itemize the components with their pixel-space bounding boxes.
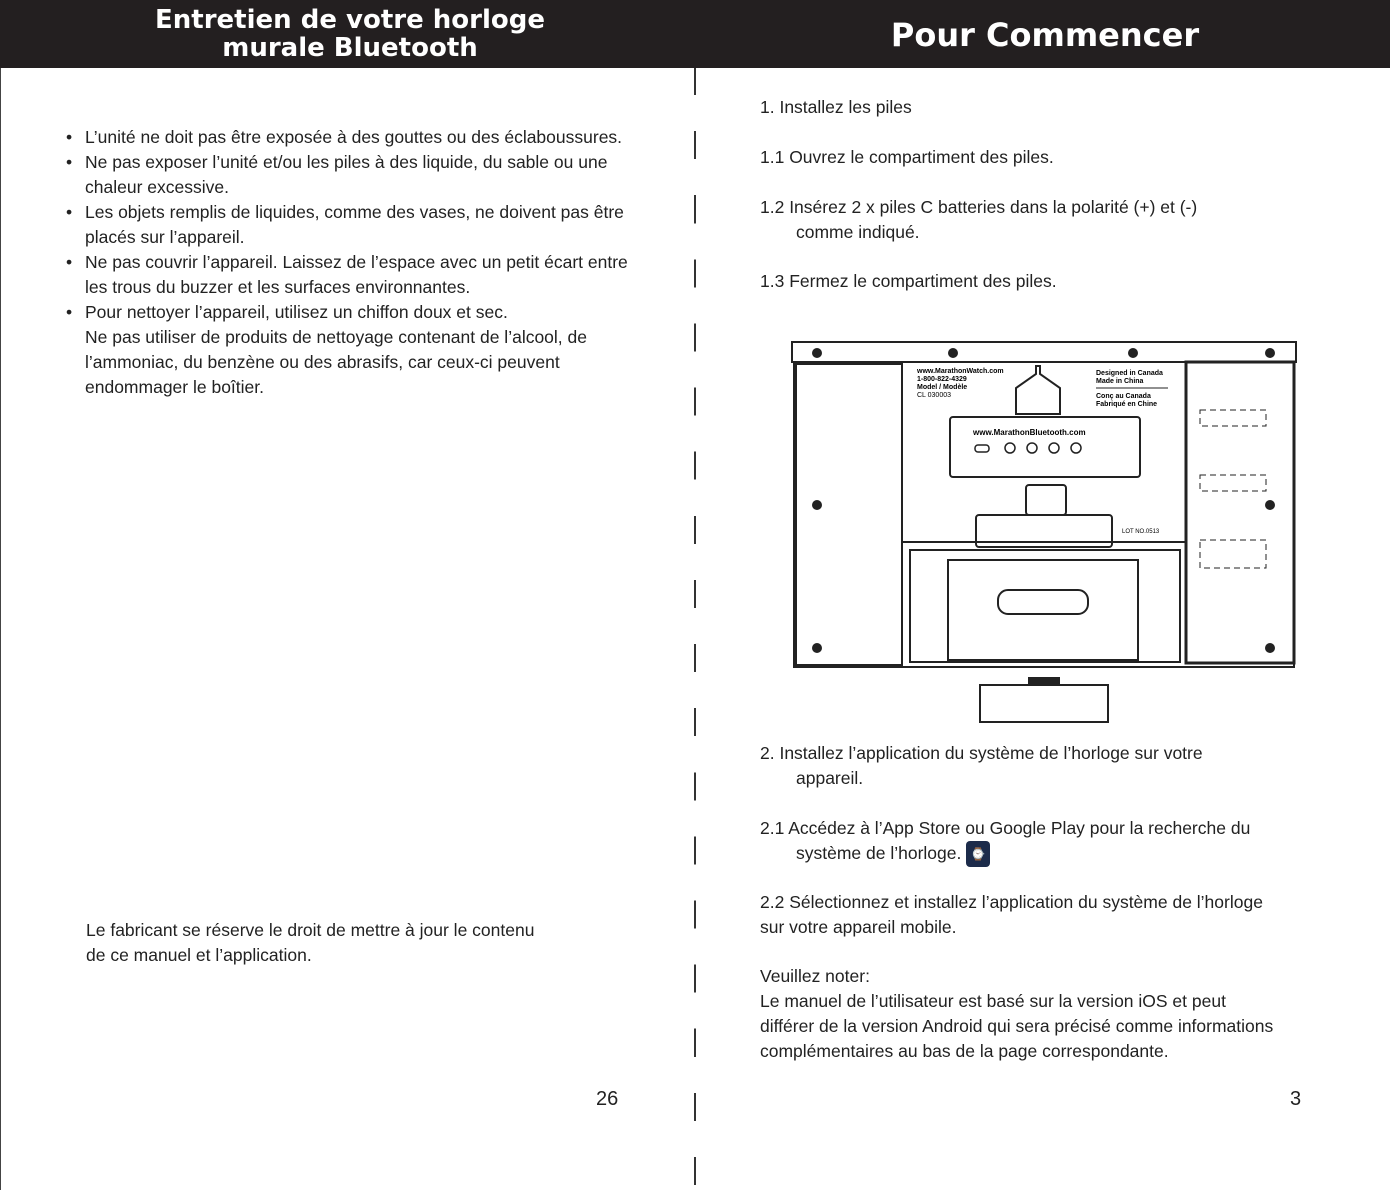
diagram-model: Model / Modèle	[917, 384, 968, 391]
page-edge	[0, 68, 1, 1190]
disclaimer: Le fabricant se réserve le droit de mettre à jour le contenu de ce manuel et l’application.	[86, 920, 535, 965]
right-page-title: Pour Commencer	[890, 16, 1200, 54]
diagram-concu: Conç au Canada	[1096, 393, 1151, 400]
step-1-1: 1.1 Ouvrez le compartiment des piles.	[760, 147, 1054, 167]
step-2: 2. Installez l’application du système de l’horloge sur votre appareil.	[760, 743, 1203, 788]
diagram-site: www.MarathonWatch.com	[917, 368, 1004, 375]
diagram-phone: 1-800-822-4329	[917, 376, 967, 383]
page-divider	[694, 68, 696, 1190]
app-icon: ⌚	[966, 841, 990, 867]
list-item: • Ne pas couvrir l’appareil. Laissez de l’espace avec un petit écart entre les trous du buzzer et les surfaces environnantes.	[66, 250, 646, 300]
step-1-2: 1.2 Insérez 2 x piles C batteries dans la polarité (+) et (-) comme indiqué.	[760, 197, 1198, 242]
page-number-right: 3	[1290, 1088, 1302, 1110]
diagram-bt-site: www.MarathonBluetooth.com	[973, 428, 1086, 437]
diagram-designed: Designed in Canada	[1096, 370, 1163, 377]
battery-diagram	[790, 340, 1300, 725]
care-list	[66, 125, 646, 400]
left-page-title: Entretien de votre horloge murale Bluetooth	[155, 5, 545, 63]
diagram-fabrique: Fabriqué en Chine	[1096, 401, 1158, 408]
note: Veuillez noter: Le manuel de l’utilisateur est basé sur la version iOS et peut différer de la version Android qui sera précisé comme informations complémentaires au bas de la page correspondante.	[760, 966, 1274, 1061]
step-2-1: 2.1 Accédez à l’App Store ou Google Play pour la recherche du système de l’horloge. ⌚	[760, 816, 1250, 867]
header-bar	[0, 0, 1390, 68]
cleaning-note: Ne pas utiliser de produits de nettoyage contenant de l’alcool, de l’ammoniac, du benzène ou des abrasifs, car ceux-ci peuvent endommager le boîtier.	[85, 327, 587, 397]
list-item: • Les objets remplis de liquides, comme des vases, ne doivent pas être placés sur l’appareil.	[66, 200, 646, 250]
page-number-left: 26	[596, 1088, 619, 1110]
step-1-3: 1.3 Fermez le compartiment des piles.	[760, 271, 1057, 291]
diagram-model-no: CL 030003	[917, 392, 951, 399]
diagram-lot: LOT NO.0513	[1122, 529, 1160, 535]
step-2-2: 2.2 Sélectionnez et installez l’application du système de l’horloge sur votre appareil mobile.	[760, 892, 1263, 937]
list-item: • Pour nettoyer l’appareil, utilisez un chiffon doux et sec.	[66, 300, 646, 325]
list-item: • Ne pas exposer l’unité et/ou les piles à des liquide, du sable ou une chaleur excessive.	[66, 150, 646, 200]
step-1: 1. Installez les piles	[760, 97, 912, 117]
list-item: • L’unité ne doit pas être exposée à des gouttes ou des éclaboussures.	[66, 125, 646, 150]
diagram-made: Made in China	[1096, 378, 1144, 385]
